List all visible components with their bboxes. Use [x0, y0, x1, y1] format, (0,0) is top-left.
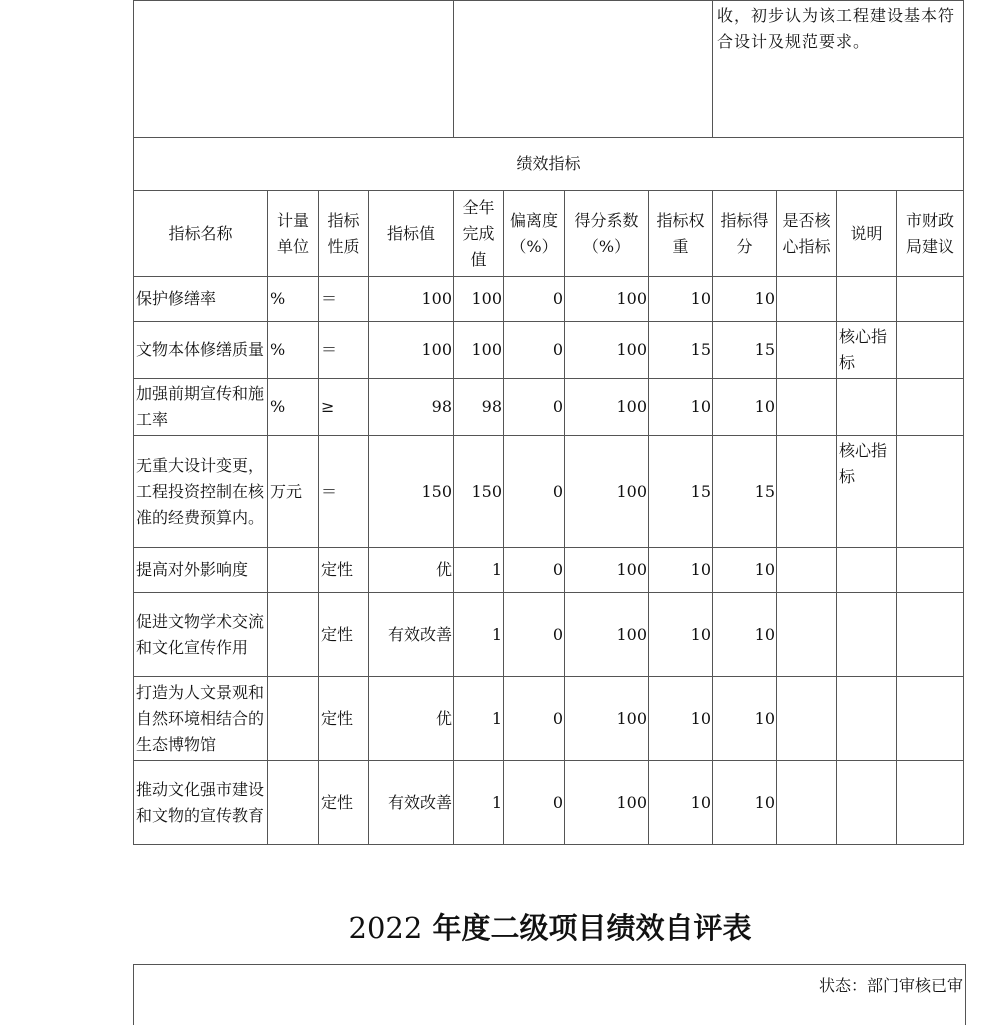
cell-value: 98	[369, 379, 454, 436]
cell-score: 10	[713, 277, 777, 322]
cell-value: 有效改善	[369, 593, 454, 677]
cell-unit	[268, 593, 319, 677]
cell-weight: 10	[649, 761, 713, 845]
cell-coef: 100	[565, 322, 649, 379]
empty-cell	[134, 1, 454, 138]
table-row	[134, 761, 964, 845]
cell-name: 打造为人文景观和自然环境相结合的生态博物馆	[134, 677, 268, 761]
column-header: 指标名称	[134, 191, 268, 277]
cell-name: 文物本体修缮质量	[134, 322, 268, 379]
table-row	[134, 277, 964, 322]
title-text: 年度二级项目绩效自评表	[422, 911, 752, 945]
cell-coef: 100	[565, 677, 649, 761]
status-label: 状态：部门审核已审	[818, 976, 963, 995]
cell-coef: 100	[565, 277, 649, 322]
cell-name: 保护修缮率	[134, 277, 268, 322]
column-header: 计量单位	[268, 191, 319, 277]
cell-coef: 100	[565, 379, 649, 436]
cell-advice	[897, 322, 964, 379]
column-header: 偏离度（%）	[504, 191, 565, 277]
table-row	[134, 593, 964, 677]
cell-score: 15	[713, 322, 777, 379]
cell-weight: 15	[649, 436, 713, 548]
cell-nature: 定性	[319, 677, 369, 761]
cell-core	[777, 593, 837, 677]
table-row	[134, 436, 964, 548]
cell-nature: 定性	[319, 761, 369, 845]
cell-nature: 定性	[319, 593, 369, 677]
cell-core	[777, 277, 837, 322]
cell-advice	[897, 379, 964, 436]
cell-nature: ＝	[319, 436, 369, 548]
cell-name: 无重大设计变更，工程投资控制在核准的经费预算内。	[134, 436, 268, 548]
column-header: 指标性质	[319, 191, 369, 277]
cell-core	[777, 761, 837, 845]
cell-unit	[268, 677, 319, 761]
cell-score: 10	[713, 677, 777, 761]
cell-note	[837, 593, 897, 677]
cell-nature: 定性	[319, 548, 369, 593]
cell-actual: 1	[454, 548, 504, 593]
cell-value: 100	[369, 277, 454, 322]
cell-deviation: 0	[504, 277, 565, 322]
cell-advice	[897, 761, 964, 845]
cell-score: 15	[713, 436, 777, 548]
cell-weight: 15	[649, 322, 713, 379]
cell-core	[777, 322, 837, 379]
cell-weight: 10	[649, 379, 713, 436]
cell-nature: ＝	[319, 322, 369, 379]
cell-actual: 98	[454, 379, 504, 436]
cell-note: 核心指标	[837, 436, 897, 548]
column-header: 得分系数（%）	[565, 191, 649, 277]
cell-value: 有效改善	[369, 761, 454, 845]
cell-note	[837, 761, 897, 845]
cell-score: 10	[713, 593, 777, 677]
cell-actual: 1	[454, 593, 504, 677]
cell-score: 10	[713, 548, 777, 593]
cell-note	[837, 548, 897, 593]
table-body	[134, 277, 964, 845]
table-row	[134, 548, 964, 593]
section-header-row	[134, 138, 964, 191]
column-header-row	[134, 191, 964, 277]
evaluation-note: 收，初步认为该工程建设基本符合设计及规范要求。	[713, 1, 964, 138]
cell-advice	[897, 277, 964, 322]
cell-deviation: 0	[504, 677, 565, 761]
cell-value: 优	[369, 548, 454, 593]
cell-value: 优	[369, 677, 454, 761]
column-header: 指标得分	[713, 191, 777, 277]
cell-core	[777, 548, 837, 593]
cell-unit	[268, 548, 319, 593]
column-header: 说明	[837, 191, 897, 277]
cell-note	[837, 277, 897, 322]
table-row	[134, 379, 964, 436]
cell-note: 核心指标	[837, 322, 897, 379]
cell-value: 100	[369, 322, 454, 379]
cell-deviation: 0	[504, 761, 565, 845]
cell-unit: %	[268, 379, 319, 436]
cell-deviation: 0	[504, 322, 565, 379]
cell-advice	[897, 548, 964, 593]
cell-advice	[897, 677, 964, 761]
cell-coef: 100	[565, 761, 649, 845]
cell-value: 150	[369, 436, 454, 548]
cell-nature: ＝	[319, 277, 369, 322]
cell-actual: 100	[454, 322, 504, 379]
cell-core	[777, 436, 837, 548]
cell-nature: ≥	[319, 379, 369, 436]
cell-name: 促进文物学术交流和文化宣传作用	[134, 593, 268, 677]
cell-actual: 1	[454, 677, 504, 761]
cell-coef: 100	[565, 436, 649, 548]
column-header: 市财政局建议	[897, 191, 964, 277]
cell-deviation: 0	[504, 548, 565, 593]
column-header: 是否核心指标	[777, 191, 837, 277]
cell-name: 提高对外影响度	[134, 548, 268, 593]
cell-advice	[897, 593, 964, 677]
cell-score: 10	[713, 761, 777, 845]
cell-name: 加强前期宣传和施工率	[134, 379, 268, 436]
title-year: 2022	[348, 911, 423, 945]
cell-note	[837, 379, 897, 436]
cell-advice	[897, 436, 964, 548]
cell-deviation: 0	[504, 436, 565, 548]
column-header: 指标权重	[649, 191, 713, 277]
table-row	[134, 322, 964, 379]
cell-core	[777, 379, 837, 436]
cell-unit: 万元	[268, 436, 319, 548]
cell-core	[777, 677, 837, 761]
column-header: 指标值	[369, 191, 454, 277]
cell-actual: 1	[454, 761, 504, 845]
cell-weight: 10	[649, 677, 713, 761]
cell-deviation: 0	[504, 593, 565, 677]
cell-score: 10	[713, 379, 777, 436]
cell-unit: %	[268, 277, 319, 322]
cell-weight: 10	[649, 548, 713, 593]
cell-weight: 10	[649, 277, 713, 322]
cell-weight: 10	[649, 593, 713, 677]
cell-note	[837, 677, 897, 761]
page-title	[0, 906, 999, 947]
cell-actual: 150	[454, 436, 504, 548]
section-header: 绩效指标	[134, 138, 964, 191]
cell-unit: %	[268, 322, 319, 379]
performance-table	[133, 0, 964, 845]
cell-actual: 100	[454, 277, 504, 322]
cell-deviation: 0	[504, 379, 565, 436]
top-continuation-row	[134, 1, 964, 138]
status-box	[133, 964, 966, 1025]
cell-coef: 100	[565, 593, 649, 677]
cell-name: 推动文化强市建设和文物的宣传教育	[134, 761, 268, 845]
table-row	[134, 677, 964, 761]
column-header: 全年完成值	[454, 191, 504, 277]
empty-cell	[454, 1, 713, 138]
cell-coef: 100	[565, 548, 649, 593]
cell-unit	[268, 761, 319, 845]
